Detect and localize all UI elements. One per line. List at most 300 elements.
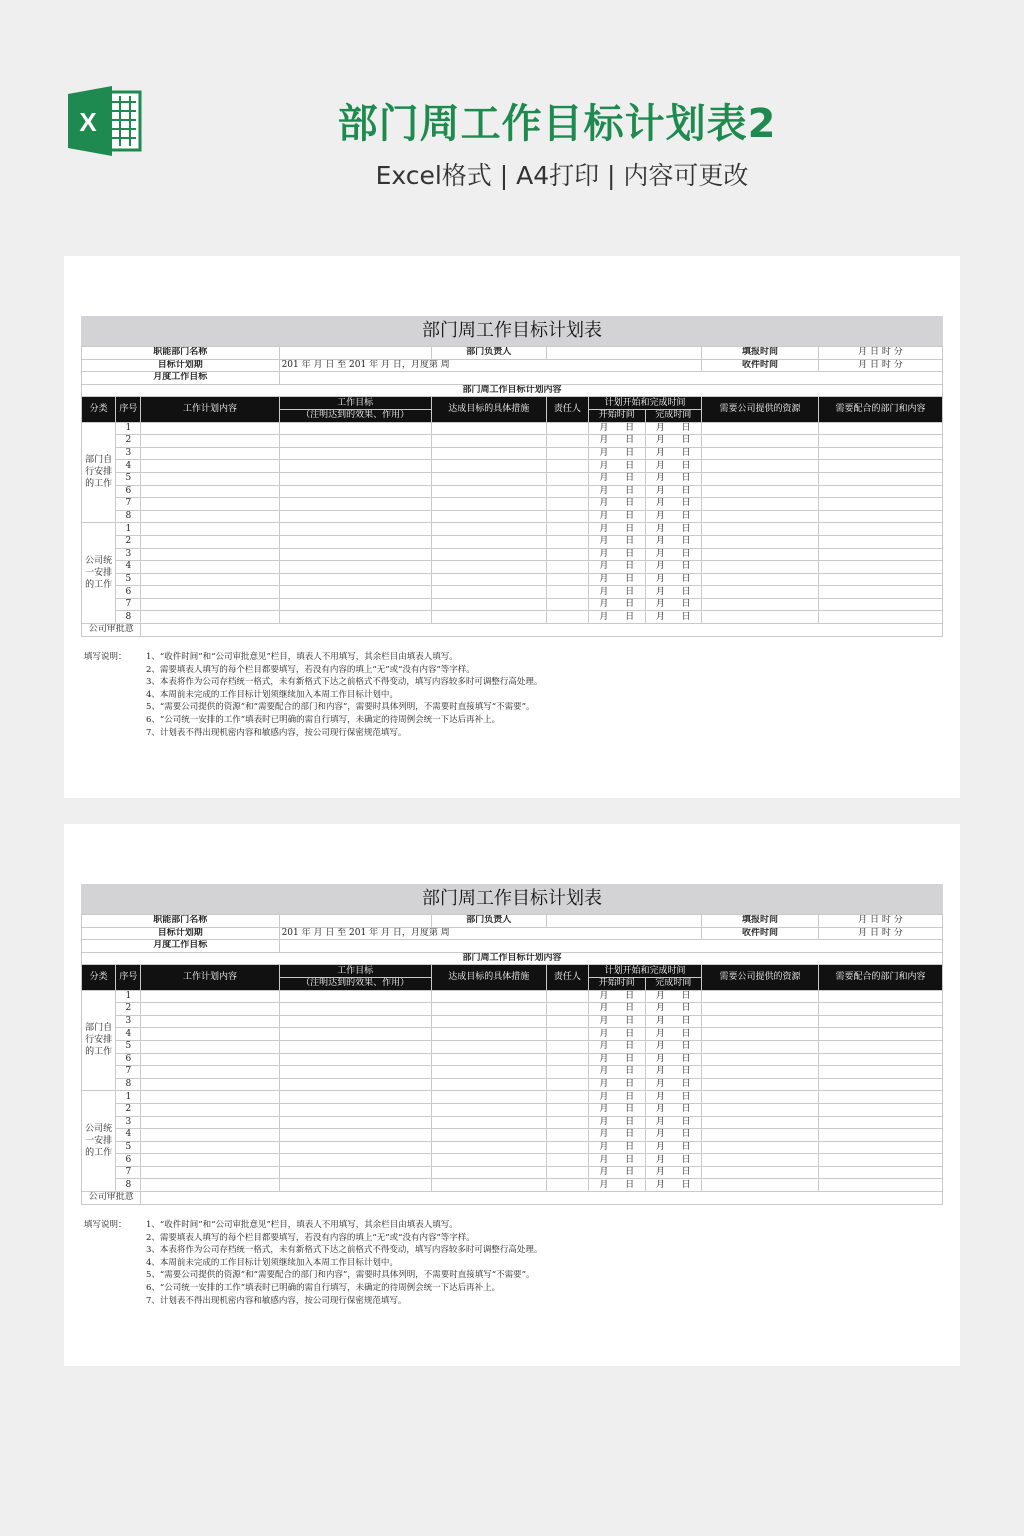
end-date-cell[interactable] [645,1028,701,1041]
content-cell[interactable] [141,1066,279,1079]
content-cell[interactable] [141,1141,279,1154]
cooperation-cell[interactable] [818,1103,942,1116]
resources-cell[interactable] [701,573,818,586]
resources-cell[interactable] [701,1141,818,1154]
resources-cell[interactable] [701,510,818,523]
end-date-cell[interactable] [645,1078,701,1091]
end-date-cell[interactable] [645,1003,701,1016]
cooperation-cell[interactable] [818,573,942,586]
end-date-cell[interactable] [645,561,701,574]
content-cell[interactable] [141,586,279,599]
dept-name-field[interactable] [279,347,431,360]
measures-cell[interactable] [431,485,546,498]
owner-cell[interactable] [546,435,588,448]
measures-cell[interactable] [431,1141,546,1154]
day-label: 日 [625,1016,635,1027]
content-cell[interactable] [141,523,279,536]
measures-cell[interactable] [431,1129,546,1142]
seq-cell: 3 [116,1116,141,1129]
measures-cell[interactable] [431,1040,546,1053]
goal-cell[interactable] [279,460,431,473]
owner-cell[interactable] [546,1116,588,1129]
cooperation-cell[interactable] [818,1179,942,1192]
category-cell: 公司统一安排的工作 [82,1091,116,1192]
resources-cell[interactable] [701,598,818,611]
content-cell[interactable] [141,598,279,611]
end-date-cell[interactable] [645,1015,701,1028]
cooperation-cell[interactable] [818,1028,942,1041]
start-date-cell[interactable] [589,422,645,435]
start-date-cell[interactable] [589,472,645,485]
resources-cell[interactable] [701,1066,818,1079]
start-date-cell[interactable] [589,1179,645,1192]
measures-cell[interactable] [431,561,546,574]
cooperation-cell[interactable] [818,422,942,435]
goal-cell[interactable] [279,1040,431,1053]
start-date-cell[interactable] [589,1154,645,1167]
content-cell[interactable] [141,573,279,586]
content-cell[interactable] [141,1015,279,1028]
owner-cell[interactable] [546,485,588,498]
resources-cell[interactable] [701,535,818,548]
start-date-cell[interactable] [589,1116,645,1129]
measures-cell[interactable] [431,447,546,460]
resources-cell[interactable] [701,1154,818,1167]
target-period-field[interactable]: 201 年 月 日 至 201 年 月 日，月度第 周 [279,359,701,372]
goal-cell[interactable] [279,598,431,611]
start-date-cell[interactable] [589,498,645,511]
approval-field[interactable] [141,624,943,637]
start-date-cell[interactable] [589,586,645,599]
monthly-goal-field[interactable] [279,372,942,385]
end-date-cell[interactable] [645,510,701,523]
spreadsheet [81,884,943,1205]
goal-cell[interactable] [279,472,431,485]
col-end: 完成时间 [645,977,701,990]
cooperation-cell[interactable] [818,1078,942,1091]
goal-cell[interactable] [279,1103,431,1116]
resources-cell[interactable] [701,1091,818,1104]
content-cell[interactable] [141,1040,279,1053]
cooperation-cell[interactable] [818,1066,942,1079]
measures-cell[interactable] [431,460,546,473]
owner-cell[interactable] [546,1003,588,1016]
measures-cell[interactable] [431,1179,546,1192]
measures-cell[interactable] [431,435,546,448]
resources-cell[interactable] [701,548,818,561]
start-date-cell[interactable] [589,485,645,498]
goal-cell[interactable] [279,1003,431,1016]
content-cell[interactable] [141,561,279,574]
resources-cell[interactable] [701,1078,818,1091]
goal-cell[interactable] [279,1154,431,1167]
owner-cell[interactable] [546,535,588,548]
measures-cell[interactable] [431,586,546,599]
owner-cell[interactable] [546,1166,588,1179]
fill-time-label: 填报时间 [701,915,818,928]
measures-cell[interactable] [431,1003,546,1016]
month-label: 月 [655,990,665,1001]
content-cell[interactable] [141,1166,279,1179]
resources-cell[interactable] [701,1179,818,1192]
month-label: 月 [599,498,609,509]
start-date-cell[interactable] [589,598,645,611]
cooperation-cell[interactable] [818,498,942,511]
content-cell[interactable] [141,422,279,435]
owner-cell[interactable] [546,1179,588,1192]
cooperation-cell[interactable] [818,1129,942,1142]
cooperation-cell[interactable] [818,1091,942,1104]
start-date-cell[interactable] [589,1078,645,1091]
owner-cell[interactable] [546,548,588,561]
cooperation-cell[interactable] [818,611,942,624]
instruction-item: 6、“公司统一安排的工作”填表时已明确的需自行填写，未确定的待周例会统一下达后再补上。 [146,714,501,725]
end-date-cell[interactable] [645,447,701,460]
start-date-cell[interactable] [589,523,645,536]
measures-cell[interactable] [431,498,546,511]
resources-cell[interactable] [701,1129,818,1142]
measures-cell[interactable] [431,1066,546,1079]
goal-cell[interactable] [279,535,431,548]
end-date-cell[interactable] [645,1129,701,1142]
end-date-cell[interactable] [645,472,701,485]
cooperation-cell[interactable] [818,523,942,536]
col-cooperation: 需要配合的部门和内容 [818,965,942,990]
end-date-cell[interactable] [645,485,701,498]
goal-cell[interactable] [279,1116,431,1129]
resources-cell[interactable] [701,1116,818,1129]
end-date-cell[interactable] [645,535,701,548]
content-cell[interactable] [141,1179,279,1192]
goal-cell[interactable] [279,1179,431,1192]
end-date-cell[interactable] [645,990,701,1003]
month-label: 月 [599,611,609,622]
owner-cell[interactable] [546,1129,588,1142]
measures-cell[interactable] [431,1053,546,1066]
end-date-cell[interactable] [645,422,701,435]
content-cell[interactable] [141,1078,279,1091]
resources-cell[interactable] [701,1053,818,1066]
resources-cell[interactable] [701,561,818,574]
start-date-cell[interactable] [589,1015,645,1028]
measures-cell[interactable] [431,422,546,435]
resources-cell[interactable] [701,1040,818,1053]
cooperation-cell[interactable] [818,485,942,498]
owner-cell[interactable] [546,990,588,1003]
start-date-cell[interactable] [589,1040,645,1053]
owner-cell[interactable] [546,460,588,473]
resources-cell[interactable] [701,485,818,498]
measures-cell[interactable] [431,1116,546,1129]
measures-cell[interactable] [431,1103,546,1116]
cooperation-cell[interactable] [818,1116,942,1129]
goal-cell[interactable] [279,1053,431,1066]
measures-cell[interactable] [431,472,546,485]
content-cell[interactable] [141,1116,279,1129]
cooperation-cell[interactable] [818,1053,942,1066]
end-date-cell[interactable] [645,1103,701,1116]
receive-time-field[interactable]: 月 日 时 分 [818,359,942,372]
end-date-cell[interactable] [645,586,701,599]
measures-cell[interactable] [431,535,546,548]
measures-cell[interactable] [431,990,546,1003]
dept-head-field[interactable] [546,915,701,928]
plan-table [81,346,943,637]
page-subtitle: Excel格式 | A4打印 | 内容可更改 [375,161,749,190]
goal-cell[interactable] [279,1078,431,1091]
goal-cell[interactable] [279,510,431,523]
start-date-cell[interactable] [589,1066,645,1079]
measures-cell[interactable] [431,598,546,611]
plan-content-label: 部门周工作目标计划内容 [82,952,943,965]
table-row [82,573,943,586]
category-cell: 部门自行安排的工作 [82,422,116,523]
owner-cell[interactable] [546,1028,588,1041]
resources-cell[interactable] [701,422,818,435]
start-date-cell[interactable] [589,1166,645,1179]
owner-cell[interactable] [546,586,588,599]
cooperation-cell[interactable] [818,1154,942,1167]
measures-cell[interactable] [431,548,546,561]
goal-cell[interactable] [279,561,431,574]
owner-cell[interactable] [546,1078,588,1091]
start-date-cell[interactable] [589,573,645,586]
fill-time-field[interactable]: 月 日 时 分 [818,915,942,928]
table-row [82,1003,943,1016]
goal-cell[interactable] [279,1129,431,1142]
day-label: 日 [625,1154,635,1165]
cooperation-cell[interactable] [818,1015,942,1028]
dept-name-field[interactable] [279,915,431,928]
cooperation-cell[interactable] [818,510,942,523]
owner-cell[interactable] [546,510,588,523]
content-cell[interactable] [141,510,279,523]
owner-cell[interactable] [546,598,588,611]
end-date-cell[interactable] [645,548,701,561]
start-date-cell[interactable] [589,535,645,548]
owner-cell[interactable] [546,1015,588,1028]
cooperation-cell[interactable] [818,561,942,574]
end-date-cell[interactable] [645,1141,701,1154]
goal-cell[interactable] [279,548,431,561]
measures-cell[interactable] [431,1028,546,1041]
content-cell[interactable] [141,1103,279,1116]
fill-time-field[interactable]: 月 日 时 分 [818,347,942,360]
start-date-cell[interactable] [589,1091,645,1104]
end-date-cell[interactable] [645,573,701,586]
target-period-field[interactable]: 201 年 月 日 至 201 年 月 日，月度第 周 [279,927,701,940]
goal-cell[interactable] [279,485,431,498]
end-date-cell[interactable] [645,1040,701,1053]
cooperation-cell[interactable] [818,548,942,561]
measures-cell[interactable] [431,1166,546,1179]
approval-field[interactable] [141,1192,943,1205]
owner-cell[interactable] [546,447,588,460]
start-date-cell[interactable] [589,1003,645,1016]
resources-cell[interactable] [701,460,818,473]
content-cell[interactable] [141,1154,279,1167]
content-cell[interactable] [141,548,279,561]
start-date-cell[interactable] [589,510,645,523]
start-date-cell[interactable] [589,435,645,448]
owner-cell[interactable] [546,611,588,624]
cooperation-cell[interactable] [818,1003,942,1016]
owner-cell[interactable] [546,1154,588,1167]
measures-cell[interactable] [431,1078,546,1091]
month-label: 月 [655,1091,665,1102]
month-label: 月 [599,1041,609,1052]
owner-cell[interactable] [546,1091,588,1104]
content-cell[interactable] [141,447,279,460]
start-date-cell[interactable] [589,460,645,473]
content-cell[interactable] [141,990,279,1003]
resources-cell[interactable] [701,472,818,485]
owner-cell[interactable] [546,422,588,435]
owner-cell[interactable] [546,1053,588,1066]
approval-row [82,624,943,637]
owner-cell[interactable] [546,561,588,574]
end-date-cell[interactable] [645,435,701,448]
cooperation-cell[interactable] [818,472,942,485]
content-cell[interactable] [141,472,279,485]
end-date-cell[interactable] [645,1091,701,1104]
cooperation-cell[interactable] [818,447,942,460]
end-date-cell[interactable] [645,1166,701,1179]
goal-cell[interactable] [279,498,431,511]
end-date-cell[interactable] [645,598,701,611]
cooperation-cell[interactable] [818,990,942,1003]
goal-cell[interactable] [279,1066,431,1079]
resources-cell[interactable] [701,990,818,1003]
end-date-cell[interactable] [645,1053,701,1066]
content-cell[interactable] [141,498,279,511]
cooperation-cell[interactable] [818,586,942,599]
measures-cell[interactable] [431,1091,546,1104]
goal-cell[interactable] [279,435,431,448]
resources-cell[interactable] [701,1003,818,1016]
resources-cell[interactable] [701,1103,818,1116]
start-date-cell[interactable] [589,548,645,561]
resources-cell[interactable] [701,523,818,536]
month-label: 月 [599,1003,609,1014]
owner-cell[interactable] [546,573,588,586]
end-date-cell[interactable] [645,460,701,473]
cooperation-cell[interactable] [818,598,942,611]
day-label: 日 [681,422,691,433]
cooperation-cell[interactable] [818,1141,942,1154]
resources-cell[interactable] [701,586,818,599]
cooperation-cell[interactable] [818,535,942,548]
start-date-cell[interactable] [589,611,645,624]
start-date-cell[interactable] [589,1053,645,1066]
end-date-cell[interactable] [645,523,701,536]
start-date-cell[interactable] [589,1129,645,1142]
table-row [82,1091,943,1104]
content-cell[interactable] [141,460,279,473]
goal-cell[interactable] [279,990,431,1003]
goal-cell[interactable] [279,523,431,536]
start-date-cell[interactable] [589,447,645,460]
content-cell[interactable] [141,485,279,498]
cooperation-cell[interactable] [818,1040,942,1053]
measures-cell[interactable] [431,611,546,624]
content-cell[interactable] [141,1129,279,1142]
goal-cell[interactable] [279,1141,431,1154]
owner-cell[interactable] [546,498,588,511]
goal-cell[interactable] [279,1028,431,1041]
goal-cell[interactable] [279,611,431,624]
end-date-cell[interactable] [645,611,701,624]
dept-head-field[interactable] [546,347,701,360]
receive-time-field[interactable]: 月 日 时 分 [818,927,942,940]
day-label: 日 [625,460,635,471]
day-label: 日 [681,1028,691,1039]
cooperation-cell[interactable] [818,1166,942,1179]
resources-cell[interactable] [701,1166,818,1179]
owner-cell[interactable] [546,1066,588,1079]
day-label: 日 [625,1091,635,1102]
end-date-cell[interactable] [645,1066,701,1079]
month-label: 月 [655,498,665,509]
goal-cell[interactable] [279,447,431,460]
goal-cell[interactable] [279,573,431,586]
measures-cell[interactable] [431,1154,546,1167]
resources-cell[interactable] [701,1028,818,1041]
content-cell[interactable] [141,611,279,624]
start-date-cell[interactable] [589,990,645,1003]
start-date-cell[interactable] [589,1103,645,1116]
owner-cell[interactable] [546,1040,588,1053]
content-cell[interactable] [141,535,279,548]
section-row [82,384,943,397]
owner-cell[interactable] [546,523,588,536]
resources-cell[interactable] [701,611,818,624]
content-cell[interactable] [141,1091,279,1104]
end-date-cell[interactable] [645,498,701,511]
goal-cell[interactable] [279,1015,431,1028]
content-cell[interactable] [141,435,279,448]
owner-cell[interactable] [546,1103,588,1116]
goal-cell[interactable] [279,1166,431,1179]
resources-cell[interactable] [701,1015,818,1028]
goal-cell[interactable] [279,586,431,599]
start-date-cell[interactable] [589,1141,645,1154]
resources-cell[interactable] [701,447,818,460]
monthly-goal-field[interactable] [279,940,942,953]
cooperation-cell[interactable] [818,460,942,473]
start-date-cell[interactable] [589,561,645,574]
start-date-cell[interactable] [589,1028,645,1041]
content-cell[interactable] [141,1003,279,1016]
measures-cell[interactable] [431,1015,546,1028]
goal-cell[interactable] [279,1091,431,1104]
cooperation-cell[interactable] [818,435,942,448]
measures-cell[interactable] [431,573,546,586]
month-label: 月 [599,561,609,572]
goal-cell[interactable] [279,422,431,435]
content-cell[interactable] [141,1028,279,1041]
resources-cell[interactable] [701,498,818,511]
end-date-cell[interactable] [645,1154,701,1167]
resources-cell[interactable] [701,435,818,448]
owner-cell[interactable] [546,472,588,485]
end-date-cell[interactable] [645,1116,701,1129]
content-cell[interactable] [141,1053,279,1066]
measures-cell[interactable] [431,510,546,523]
owner-cell[interactable] [546,1141,588,1154]
end-date-cell[interactable] [645,1179,701,1192]
measures-cell[interactable] [431,523,546,536]
